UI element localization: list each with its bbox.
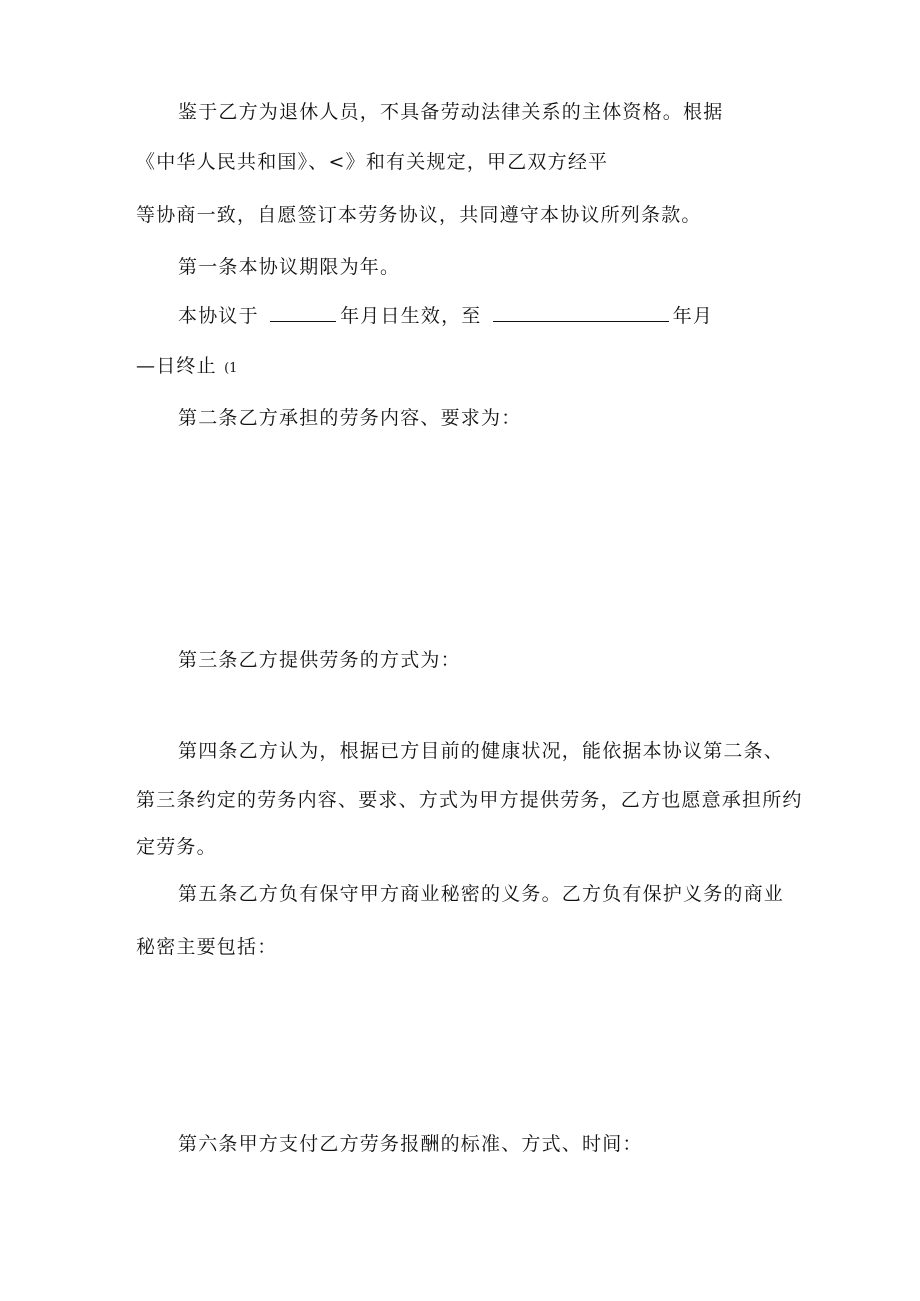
effective-suffix: 年月 <box>672 305 714 327</box>
end-text: —日终止 <box>136 355 217 377</box>
end-mark: (1 <box>224 361 238 376</box>
article-1-title: 第一条本协议期限为年。 <box>178 256 401 278</box>
article-5-line-1: 第五条乙方负有保守甲方商业秘密的义务。乙方负有保护义务的商业 <box>178 883 785 905</box>
article-1-effective-line <box>178 303 713 328</box>
article-4-line-1: 第四条乙方认为，根据已方目前的健康状况，能依据本协议第二条、 <box>178 740 785 762</box>
article-2-title: 第二条乙方承担的劳务内容、要求为： <box>178 407 522 429</box>
intro-line-3: 等协商一致，自愿签订本劳务协议，共同遵守本协议所列条款。 <box>136 204 702 226</box>
article-4-line-2: 第三条约定的劳务内容、要求、方式为甲方提供劳务，乙方也愿意承担所约 <box>136 789 803 811</box>
intro-line-1: 鉴于乙方为退休人员，不具备劳动法律关系的主体资格。根据 <box>178 101 724 123</box>
effective-mid: 年月日生效，至 <box>340 305 482 327</box>
article-5-line-2: 秘密主要包括： <box>136 936 278 958</box>
intro-line-2: 《中华人民共和国》、<》和有关规定，甲乙双方经平 <box>136 151 609 173</box>
article-6-title: 第六条甲方支付乙方劳务报酬的标准、方式、时间： <box>178 1133 643 1155</box>
article-3-title: 第三条乙方提供劳务的方式为： <box>178 649 461 671</box>
effective-prefix: 本协议于 <box>178 305 259 327</box>
start-date-blank <box>270 303 336 322</box>
article-4-line-3: 定劳务。 <box>136 836 217 858</box>
article-1-end-line <box>136 354 237 381</box>
end-date-blank <box>493 303 669 322</box>
